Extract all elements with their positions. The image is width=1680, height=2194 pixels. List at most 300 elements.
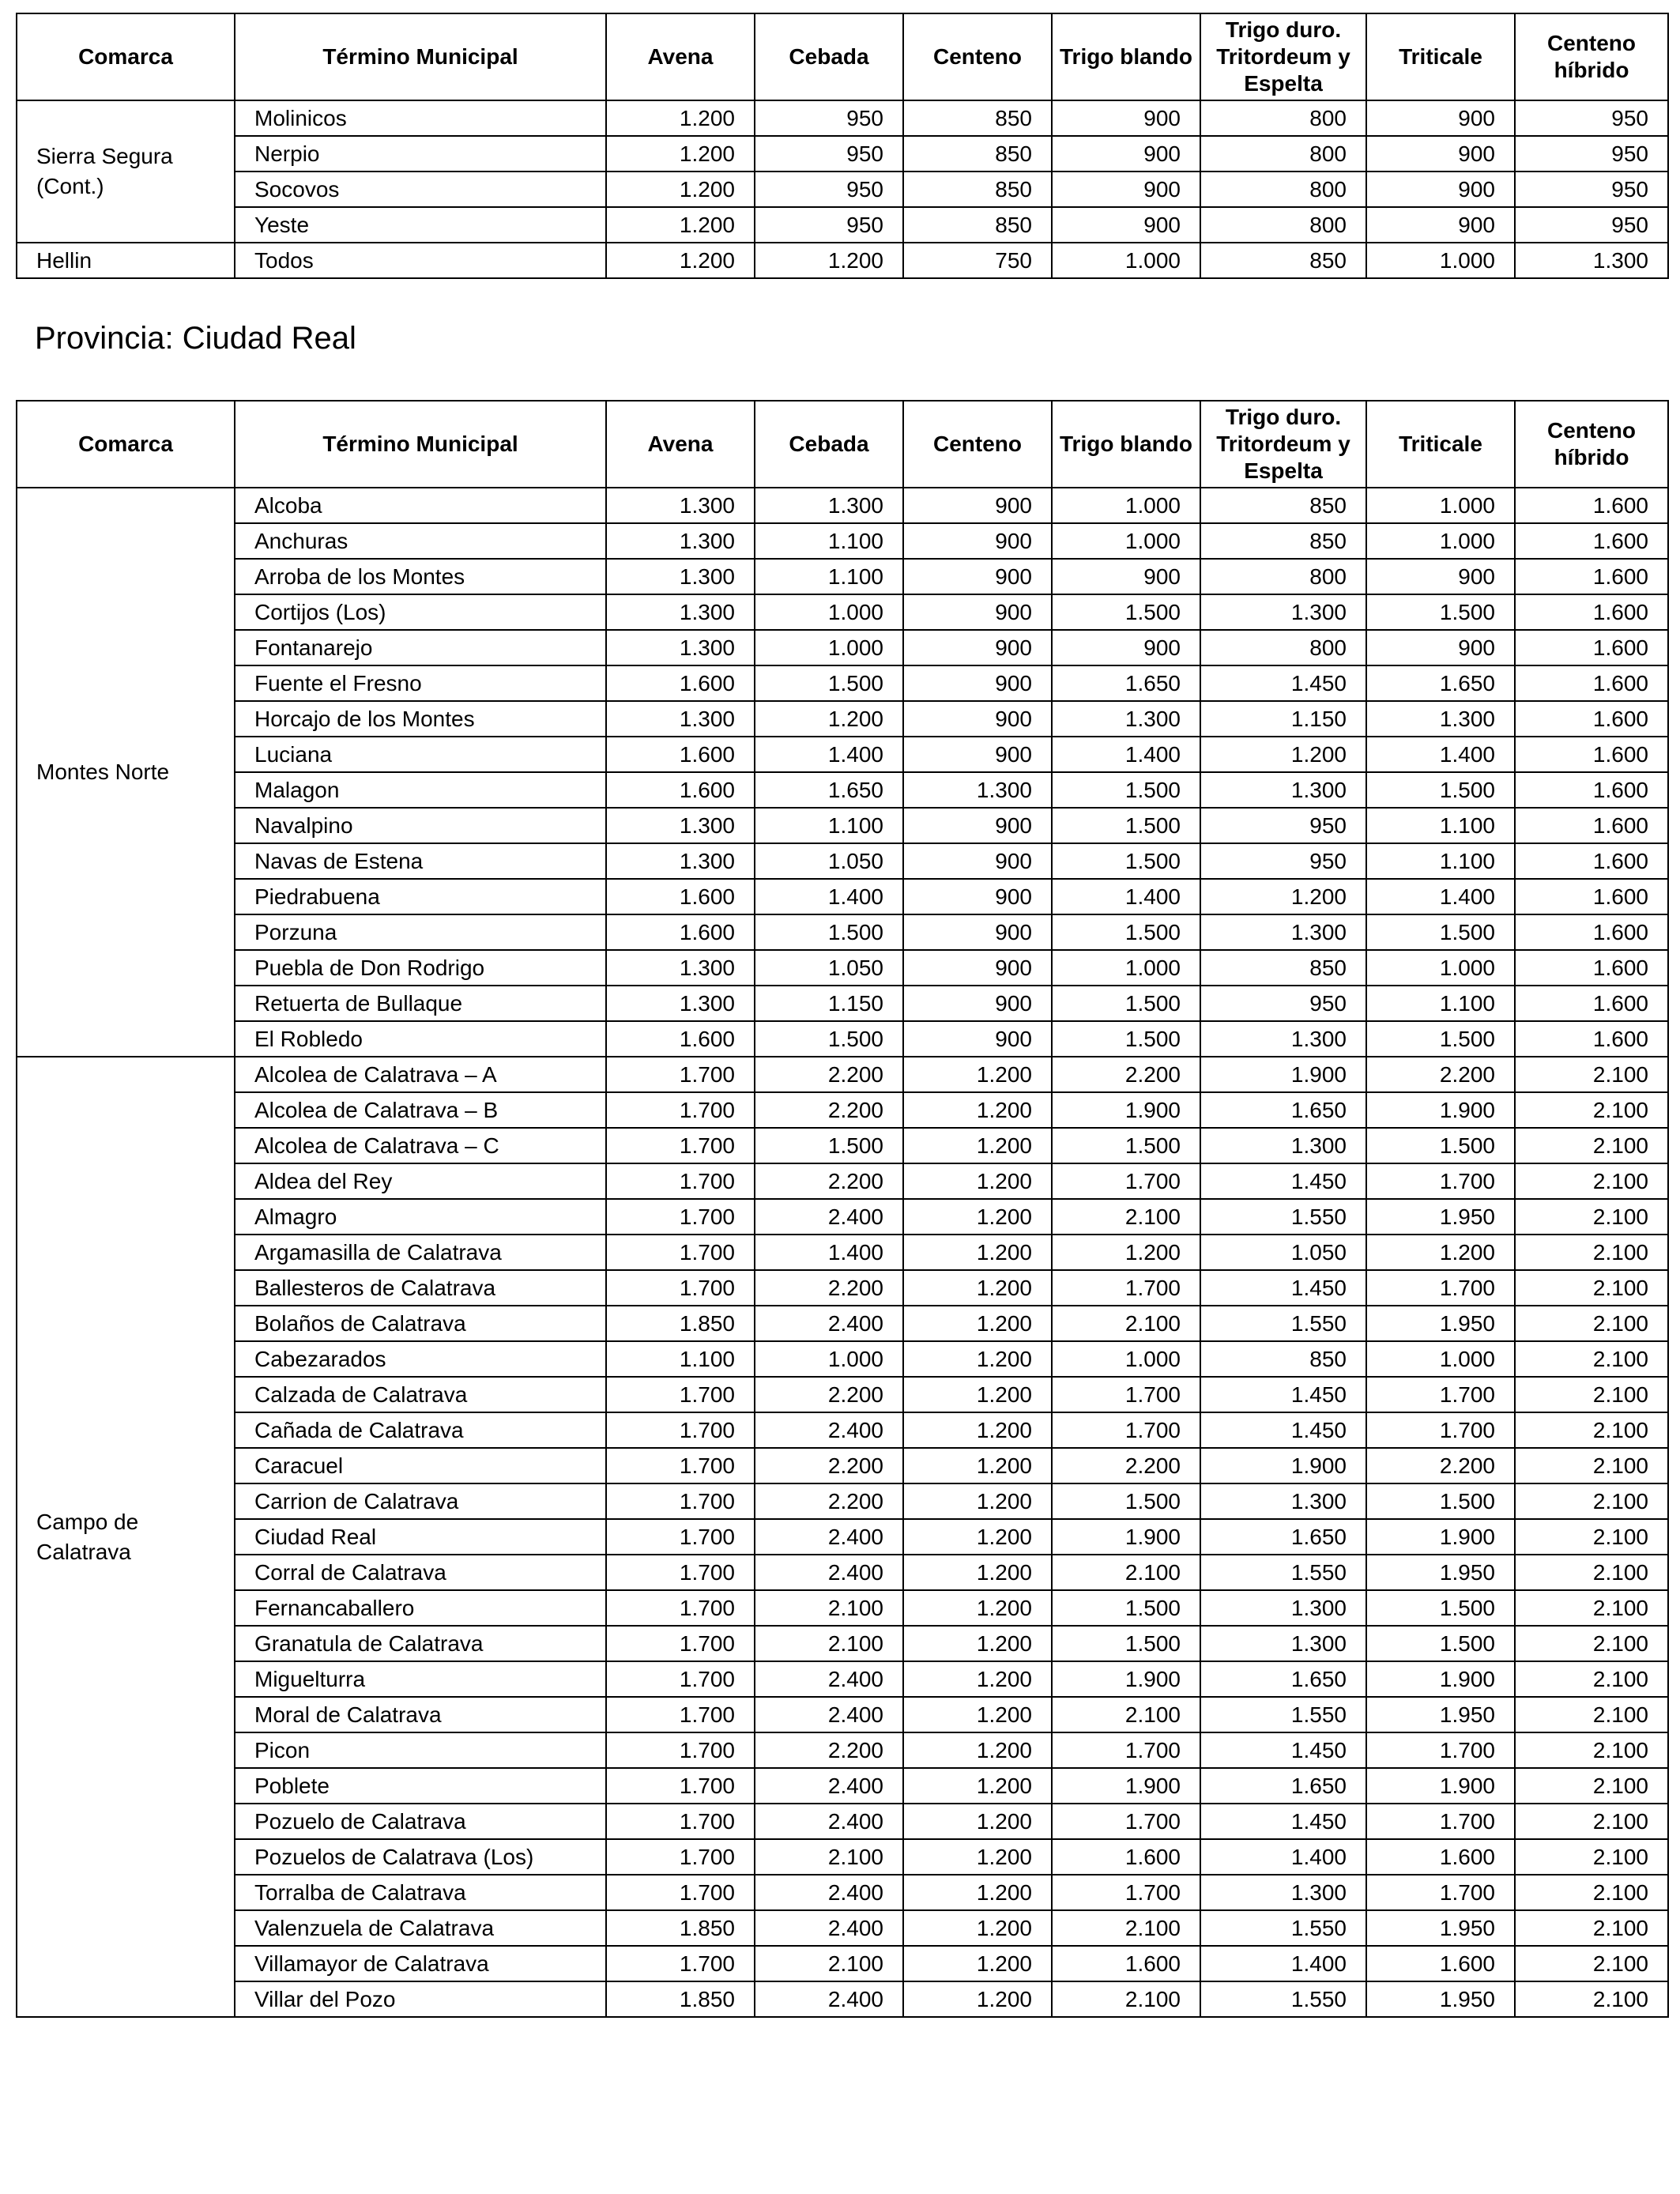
value-cell: 2.100 <box>1052 1697 1200 1732</box>
value-cell: 2.100 <box>1515 1483 1668 1519</box>
value-cell: 2.200 <box>755 1163 903 1199</box>
value-cell: 2.200 <box>1366 1448 1515 1483</box>
value-cell: 2.200 <box>755 1377 903 1412</box>
value-cell: 750 <box>903 243 1052 278</box>
value-cell: 1.600 <box>1515 737 1668 772</box>
value-cell: 950 <box>1515 207 1668 243</box>
value-cell: 1.000 <box>755 1341 903 1377</box>
value-cell: 850 <box>1200 1341 1366 1377</box>
value-cell: 1.900 <box>1052 1661 1200 1697</box>
value-cell: 1.200 <box>903 1448 1052 1483</box>
value-cell: 2.400 <box>755 1519 903 1555</box>
municipio-cell: Valenzuela de Calatrava <box>235 1910 606 1946</box>
value-cell: 1.150 <box>755 986 903 1021</box>
value-cell: 1.600 <box>606 1021 755 1057</box>
value-cell: 1.650 <box>1200 1661 1366 1697</box>
value-cell: 1.900 <box>1200 1448 1366 1483</box>
value-cell: 1.000 <box>1052 1341 1200 1377</box>
value-cell: 1.700 <box>606 1483 755 1519</box>
municipio-cell: Yeste <box>235 207 606 243</box>
value-cell: 1.600 <box>1515 808 1668 843</box>
value-cell: 1.650 <box>1200 1768 1366 1804</box>
value-cell: 1.850 <box>606 1981 755 2017</box>
value-cell: 1.200 <box>1052 1235 1200 1270</box>
value-cell: 1.400 <box>755 1235 903 1270</box>
value-cell: 1.300 <box>606 843 755 879</box>
value-cell: 1.900 <box>1052 1519 1200 1555</box>
value-cell: 2.400 <box>755 1804 903 1839</box>
value-cell: 1.700 <box>1052 1875 1200 1910</box>
table-row <box>17 1057 1668 1092</box>
value-cell: 1.200 <box>903 1483 1052 1519</box>
table-row <box>17 1306 1668 1341</box>
value-cell: 900 <box>903 488 1052 523</box>
value-cell: 2.100 <box>1515 1270 1668 1306</box>
value-cell: 1.300 <box>755 488 903 523</box>
value-cell: 1.450 <box>1200 665 1366 701</box>
value-cell: 2.100 <box>755 1626 903 1661</box>
value-cell: 1.200 <box>903 1555 1052 1590</box>
table-row <box>17 879 1668 914</box>
value-cell: 1.450 <box>1200 1412 1366 1448</box>
value-cell: 1.700 <box>1366 1732 1515 1768</box>
table-row <box>17 1697 1668 1732</box>
value-cell: 1.300 <box>606 986 755 1021</box>
value-cell: 1.000 <box>1366 523 1515 559</box>
value-cell: 1.500 <box>1366 1483 1515 1519</box>
table-row <box>17 559 1668 594</box>
value-cell: 1.600 <box>1515 701 1668 737</box>
value-cell: 1.900 <box>1200 1057 1366 1092</box>
value-cell: 1.300 <box>1366 701 1515 737</box>
municipio-cell: Villamayor de Calatrava <box>235 1946 606 1981</box>
value-cell: 1.700 <box>606 1875 755 1910</box>
value-cell: 1.600 <box>1366 1946 1515 1981</box>
value-cell: 900 <box>903 914 1052 950</box>
value-cell: 2.100 <box>1515 1839 1668 1875</box>
value-cell: 1.600 <box>1052 1946 1200 1981</box>
value-cell: 2.100 <box>1515 1057 1668 1092</box>
column-header: Cebada <box>755 401 903 488</box>
municipio-cell: Nerpio <box>235 136 606 172</box>
value-cell: 1.000 <box>755 594 903 630</box>
value-cell: 1.500 <box>1052 1483 1200 1519</box>
table-row <box>17 1199 1668 1235</box>
value-cell: 1.700 <box>1052 1732 1200 1768</box>
value-cell: 1.500 <box>1052 914 1200 950</box>
value-cell: 900 <box>903 879 1052 914</box>
municipio-cell: Granatula de Calatrava <box>235 1626 606 1661</box>
value-cell: 1.100 <box>606 1341 755 1377</box>
value-cell: 1.300 <box>606 594 755 630</box>
value-cell: 1.600 <box>1515 986 1668 1021</box>
table-row <box>17 1804 1668 1839</box>
municipio-cell: Arroba de los Montes <box>235 559 606 594</box>
table-row <box>17 1910 1668 1946</box>
value-cell: 900 <box>1052 172 1200 207</box>
value-cell: 800 <box>1200 172 1366 207</box>
table-row <box>17 1732 1668 1768</box>
value-cell: 900 <box>1366 136 1515 172</box>
value-cell: 2.100 <box>1515 1199 1668 1235</box>
value-cell: 850 <box>903 172 1052 207</box>
value-cell: 1.200 <box>903 1875 1052 1910</box>
value-cell: 1.300 <box>1200 1626 1366 1661</box>
table-row <box>17 1981 1668 2017</box>
value-cell: 1.300 <box>606 630 755 665</box>
value-cell: 900 <box>1052 136 1200 172</box>
column-header: Trigo blando <box>1052 401 1200 488</box>
value-cell: 1.300 <box>1200 772 1366 808</box>
value-cell: 2.100 <box>1515 1412 1668 1448</box>
value-cell: 2.400 <box>755 1555 903 1590</box>
value-cell: 1.700 <box>606 1839 755 1875</box>
value-cell: 1.000 <box>1052 523 1200 559</box>
value-cell: 1.400 <box>1366 737 1515 772</box>
column-header: Trigo blando <box>1052 13 1200 100</box>
value-cell: 1.600 <box>1515 772 1668 808</box>
value-cell: 1.500 <box>1366 914 1515 950</box>
value-cell: 1.700 <box>606 1057 755 1092</box>
value-cell: 2.400 <box>755 1661 903 1697</box>
value-cell: 2.400 <box>755 1306 903 1341</box>
value-cell: 1.700 <box>606 1519 755 1555</box>
value-cell: 1.700 <box>606 1199 755 1235</box>
value-cell: 1.100 <box>755 559 903 594</box>
value-cell: 1.200 <box>903 1590 1052 1626</box>
table-row <box>17 1128 1668 1163</box>
value-cell: 1.200 <box>755 243 903 278</box>
value-cell: 1.950 <box>1366 1199 1515 1235</box>
column-header: Cebada <box>755 13 903 100</box>
table-row <box>17 243 1668 278</box>
column-header: Trigo duro. Tritordeum y Espelta <box>1200 13 1366 100</box>
value-cell: 1.600 <box>1515 950 1668 986</box>
value-cell: 1.600 <box>1515 1021 1668 1057</box>
value-cell: 1.600 <box>1515 523 1668 559</box>
value-cell: 1.300 <box>606 701 755 737</box>
value-cell: 1.500 <box>1366 1021 1515 1057</box>
municipio-cell: Fuente el Fresno <box>235 665 606 701</box>
value-cell: 1.300 <box>1200 1483 1366 1519</box>
value-cell: 1.700 <box>1366 1377 1515 1412</box>
municipio-cell: Alcoba <box>235 488 606 523</box>
value-cell: 900 <box>1366 559 1515 594</box>
municipio-cell: Socovos <box>235 172 606 207</box>
value-cell: 1.700 <box>606 1128 755 1163</box>
value-cell: 1.500 <box>1366 772 1515 808</box>
value-cell: 1.400 <box>755 879 903 914</box>
value-cell: 1.000 <box>1366 243 1515 278</box>
value-cell: 1.000 <box>1366 950 1515 986</box>
value-cell: 850 <box>1200 950 1366 986</box>
municipio-cell: El Robledo <box>235 1021 606 1057</box>
value-cell: 2.100 <box>1515 1306 1668 1341</box>
value-cell: 1.200 <box>606 207 755 243</box>
municipio-cell: Torralba de Calatrava <box>235 1875 606 1910</box>
value-cell: 1.500 <box>1052 1590 1200 1626</box>
column-header: Centeno <box>903 401 1052 488</box>
value-cell: 2.200 <box>755 1057 903 1092</box>
table-row <box>17 1448 1668 1483</box>
municipio-cell: Cañada de Calatrava <box>235 1412 606 1448</box>
table-row <box>17 207 1668 243</box>
value-cell: 950 <box>755 100 903 136</box>
table-row <box>17 1270 1668 1306</box>
table-header <box>17 401 1668 488</box>
value-cell: 1.950 <box>1366 1910 1515 1946</box>
value-cell: 850 <box>903 100 1052 136</box>
table-row <box>17 772 1668 808</box>
value-cell: 1.300 <box>1200 594 1366 630</box>
value-cell: 950 <box>755 207 903 243</box>
value-cell: 1.200 <box>903 1341 1052 1377</box>
comarca-cell: Montes Norte <box>17 488 235 1057</box>
value-cell: 1.500 <box>1052 808 1200 843</box>
municipio-cell: Picon <box>235 1732 606 1768</box>
value-cell: 1.450 <box>1200 1732 1366 1768</box>
value-cell: 1.500 <box>755 1128 903 1163</box>
value-cell: 1.500 <box>1366 1590 1515 1626</box>
municipio-cell: Pozuelo de Calatrava <box>235 1804 606 1839</box>
comarca-cell: Sierra Segura (Cont.) <box>17 100 235 243</box>
value-cell: 2.400 <box>755 1910 903 1946</box>
value-cell: 1.700 <box>606 1804 755 1839</box>
value-cell: 1.300 <box>606 808 755 843</box>
table-row <box>17 1768 1668 1804</box>
value-cell: 1.900 <box>1052 1092 1200 1128</box>
value-cell: 1.000 <box>1052 243 1200 278</box>
table-row <box>17 1555 1668 1590</box>
value-cell: 1.600 <box>1515 665 1668 701</box>
table-row <box>17 1519 1668 1555</box>
value-cell: 1.200 <box>903 1768 1052 1804</box>
value-cell: 1.700 <box>606 1377 755 1412</box>
value-cell: 1.200 <box>1366 1235 1515 1270</box>
value-cell: 1.700 <box>606 1697 755 1732</box>
value-cell: 2.100 <box>1052 1555 1200 1590</box>
value-cell: 1.050 <box>755 950 903 986</box>
value-cell: 1.900 <box>1052 1768 1200 1804</box>
value-cell: 1.550 <box>1200 1697 1366 1732</box>
value-cell: 2.100 <box>1515 1519 1668 1555</box>
value-cell: 1.200 <box>903 1235 1052 1270</box>
municipio-cell: Alcolea de Calatrava – B <box>235 1092 606 1128</box>
value-cell: 1.650 <box>1366 665 1515 701</box>
value-cell: 1.100 <box>1366 843 1515 879</box>
value-cell: 1.200 <box>903 1163 1052 1199</box>
value-cell: 2.100 <box>1515 1377 1668 1412</box>
value-cell: 2.100 <box>1515 1092 1668 1128</box>
value-cell: 1.900 <box>1366 1661 1515 1697</box>
municipio-cell: Molinicos <box>235 100 606 136</box>
value-cell: 1.600 <box>1515 559 1668 594</box>
table-row <box>17 1412 1668 1448</box>
table-row <box>17 1875 1668 1910</box>
value-cell: 900 <box>903 665 1052 701</box>
table-row <box>17 523 1668 559</box>
table-body <box>17 100 1668 278</box>
value-cell: 1.300 <box>606 488 755 523</box>
value-cell: 2.100 <box>1515 1448 1668 1483</box>
value-cell: 1.450 <box>1200 1804 1366 1839</box>
value-cell: 800 <box>1200 559 1366 594</box>
value-cell: 1.700 <box>1366 1412 1515 1448</box>
value-cell: 1.050 <box>1200 1235 1366 1270</box>
value-cell: 1.200 <box>903 1057 1052 1092</box>
value-cell: 1.200 <box>1200 879 1366 914</box>
value-cell: 950 <box>755 136 903 172</box>
value-cell: 2.100 <box>755 1590 903 1626</box>
value-cell: 1.650 <box>1200 1092 1366 1128</box>
value-cell: 850 <box>1200 243 1366 278</box>
value-cell: 2.100 <box>1515 1768 1668 1804</box>
table-row <box>17 914 1668 950</box>
municipio-cell: Poblete <box>235 1768 606 1804</box>
value-cell: 2.100 <box>1515 1946 1668 1981</box>
value-cell: 900 <box>1052 207 1200 243</box>
value-cell: 1.700 <box>1052 1804 1200 1839</box>
table-row <box>17 1590 1668 1626</box>
value-cell: 800 <box>1200 630 1366 665</box>
value-cell: 1.200 <box>903 1981 1052 2017</box>
value-cell: 1.700 <box>606 1235 755 1270</box>
table-row <box>17 1483 1668 1519</box>
value-cell: 1.200 <box>903 1128 1052 1163</box>
value-cell: 900 <box>903 701 1052 737</box>
value-cell: 1.700 <box>1052 1412 1200 1448</box>
value-cell: 2.100 <box>1515 1661 1668 1697</box>
value-cell: 1.850 <box>606 1910 755 1946</box>
value-cell: 2.400 <box>755 1981 903 2017</box>
value-cell: 1.700 <box>606 1661 755 1697</box>
value-cell: 900 <box>903 523 1052 559</box>
table-row <box>17 100 1668 136</box>
value-cell: 1.500 <box>1366 1128 1515 1163</box>
value-cell: 2.100 <box>755 1839 903 1875</box>
value-cell: 1.650 <box>1052 665 1200 701</box>
value-cell: 1.900 <box>1366 1768 1515 1804</box>
value-cell: 1.300 <box>606 950 755 986</box>
value-cell: 1.500 <box>1052 986 1200 1021</box>
value-cell: 1.500 <box>1366 594 1515 630</box>
value-cell: 1.200 <box>903 1910 1052 1946</box>
table-row <box>17 986 1668 1021</box>
value-cell: 1.700 <box>606 1448 755 1483</box>
value-cell: 1.000 <box>1052 950 1200 986</box>
table-row <box>17 136 1668 172</box>
value-cell: 900 <box>1366 630 1515 665</box>
value-cell: 1.600 <box>1515 594 1668 630</box>
value-cell: 950 <box>1200 808 1366 843</box>
value-cell: 1.000 <box>755 630 903 665</box>
table-row <box>17 843 1668 879</box>
value-cell: 1.400 <box>1200 1839 1366 1875</box>
value-cell: 1.700 <box>606 1732 755 1768</box>
value-cell: 1.450 <box>1200 1377 1366 1412</box>
table-row <box>17 1235 1668 1270</box>
value-cell: 850 <box>1200 488 1366 523</box>
value-cell: 850 <box>903 136 1052 172</box>
value-cell: 950 <box>1200 843 1366 879</box>
table-row <box>17 1341 1668 1377</box>
value-cell: 1.500 <box>1052 1128 1200 1163</box>
value-cell: 2.400 <box>755 1875 903 1910</box>
table-row <box>17 1626 1668 1661</box>
value-cell: 800 <box>1200 207 1366 243</box>
value-cell: 1.700 <box>1052 1270 1200 1306</box>
header-row <box>17 13 1668 100</box>
column-header: Término Municipal <box>235 401 606 488</box>
value-cell: 1.200 <box>903 1306 1052 1341</box>
municipio-cell: Navalpino <box>235 808 606 843</box>
value-cell: 1.300 <box>903 772 1052 808</box>
value-cell: 900 <box>903 559 1052 594</box>
value-cell: 1.900 <box>1366 1092 1515 1128</box>
value-cell: 1.200 <box>606 100 755 136</box>
value-cell: 1.100 <box>755 523 903 559</box>
table-row <box>17 1661 1668 1697</box>
value-cell: 1.650 <box>755 772 903 808</box>
column-header: Avena <box>606 401 755 488</box>
table-row <box>17 172 1668 207</box>
table-row <box>17 630 1668 665</box>
value-cell: 1.200 <box>903 1626 1052 1661</box>
municipio-cell: Fontanarejo <box>235 630 606 665</box>
value-cell: 900 <box>903 986 1052 1021</box>
value-cell: 1.600 <box>1052 1839 1200 1875</box>
value-cell: 1.850 <box>606 1306 755 1341</box>
municipio-cell: Ballesteros de Calatrava <box>235 1270 606 1306</box>
table-body <box>17 488 1668 2017</box>
value-cell: 900 <box>903 630 1052 665</box>
value-cell: 2.100 <box>1052 1306 1200 1341</box>
comarca-cell: Hellin <box>17 243 235 278</box>
value-cell: 1.700 <box>606 1768 755 1804</box>
value-cell: 1.300 <box>606 559 755 594</box>
value-cell: 2.200 <box>755 1270 903 1306</box>
value-cell: 1.450 <box>1200 1270 1366 1306</box>
value-cell: 1.500 <box>1052 594 1200 630</box>
municipio-cell: Alcolea de Calatrava – C <box>235 1128 606 1163</box>
value-cell: 1.200 <box>606 136 755 172</box>
value-cell: 2.100 <box>1515 1235 1668 1270</box>
value-cell: 2.400 <box>755 1768 903 1804</box>
value-cell: 2.100 <box>1515 1163 1668 1199</box>
municipio-cell: Bolaños de Calatrava <box>235 1306 606 1341</box>
value-cell: 1.600 <box>606 879 755 914</box>
value-cell: 2.100 <box>1515 1804 1668 1839</box>
value-cell: 1.200 <box>903 1732 1052 1768</box>
value-cell: 1.600 <box>1366 1839 1515 1875</box>
value-cell: 1.200 <box>903 1270 1052 1306</box>
municipio-cell: Todos <box>235 243 606 278</box>
value-cell: 1.500 <box>1366 1626 1515 1661</box>
value-cell: 2.100 <box>1515 1981 1668 2017</box>
table-row <box>17 737 1668 772</box>
value-cell: 1.500 <box>755 665 903 701</box>
value-cell: 1.600 <box>1515 630 1668 665</box>
value-cell: 1.300 <box>606 523 755 559</box>
value-cell: 2.200 <box>755 1092 903 1128</box>
value-cell: 2.100 <box>755 1946 903 1981</box>
municipio-cell: Malagon <box>235 772 606 808</box>
value-cell: 1.950 <box>1366 1555 1515 1590</box>
value-cell: 1.600 <box>606 772 755 808</box>
value-cell: 1.000 <box>1052 488 1200 523</box>
municipio-cell: Alcolea de Calatrava – A <box>235 1057 606 1092</box>
value-cell: 1.200 <box>903 1199 1052 1235</box>
